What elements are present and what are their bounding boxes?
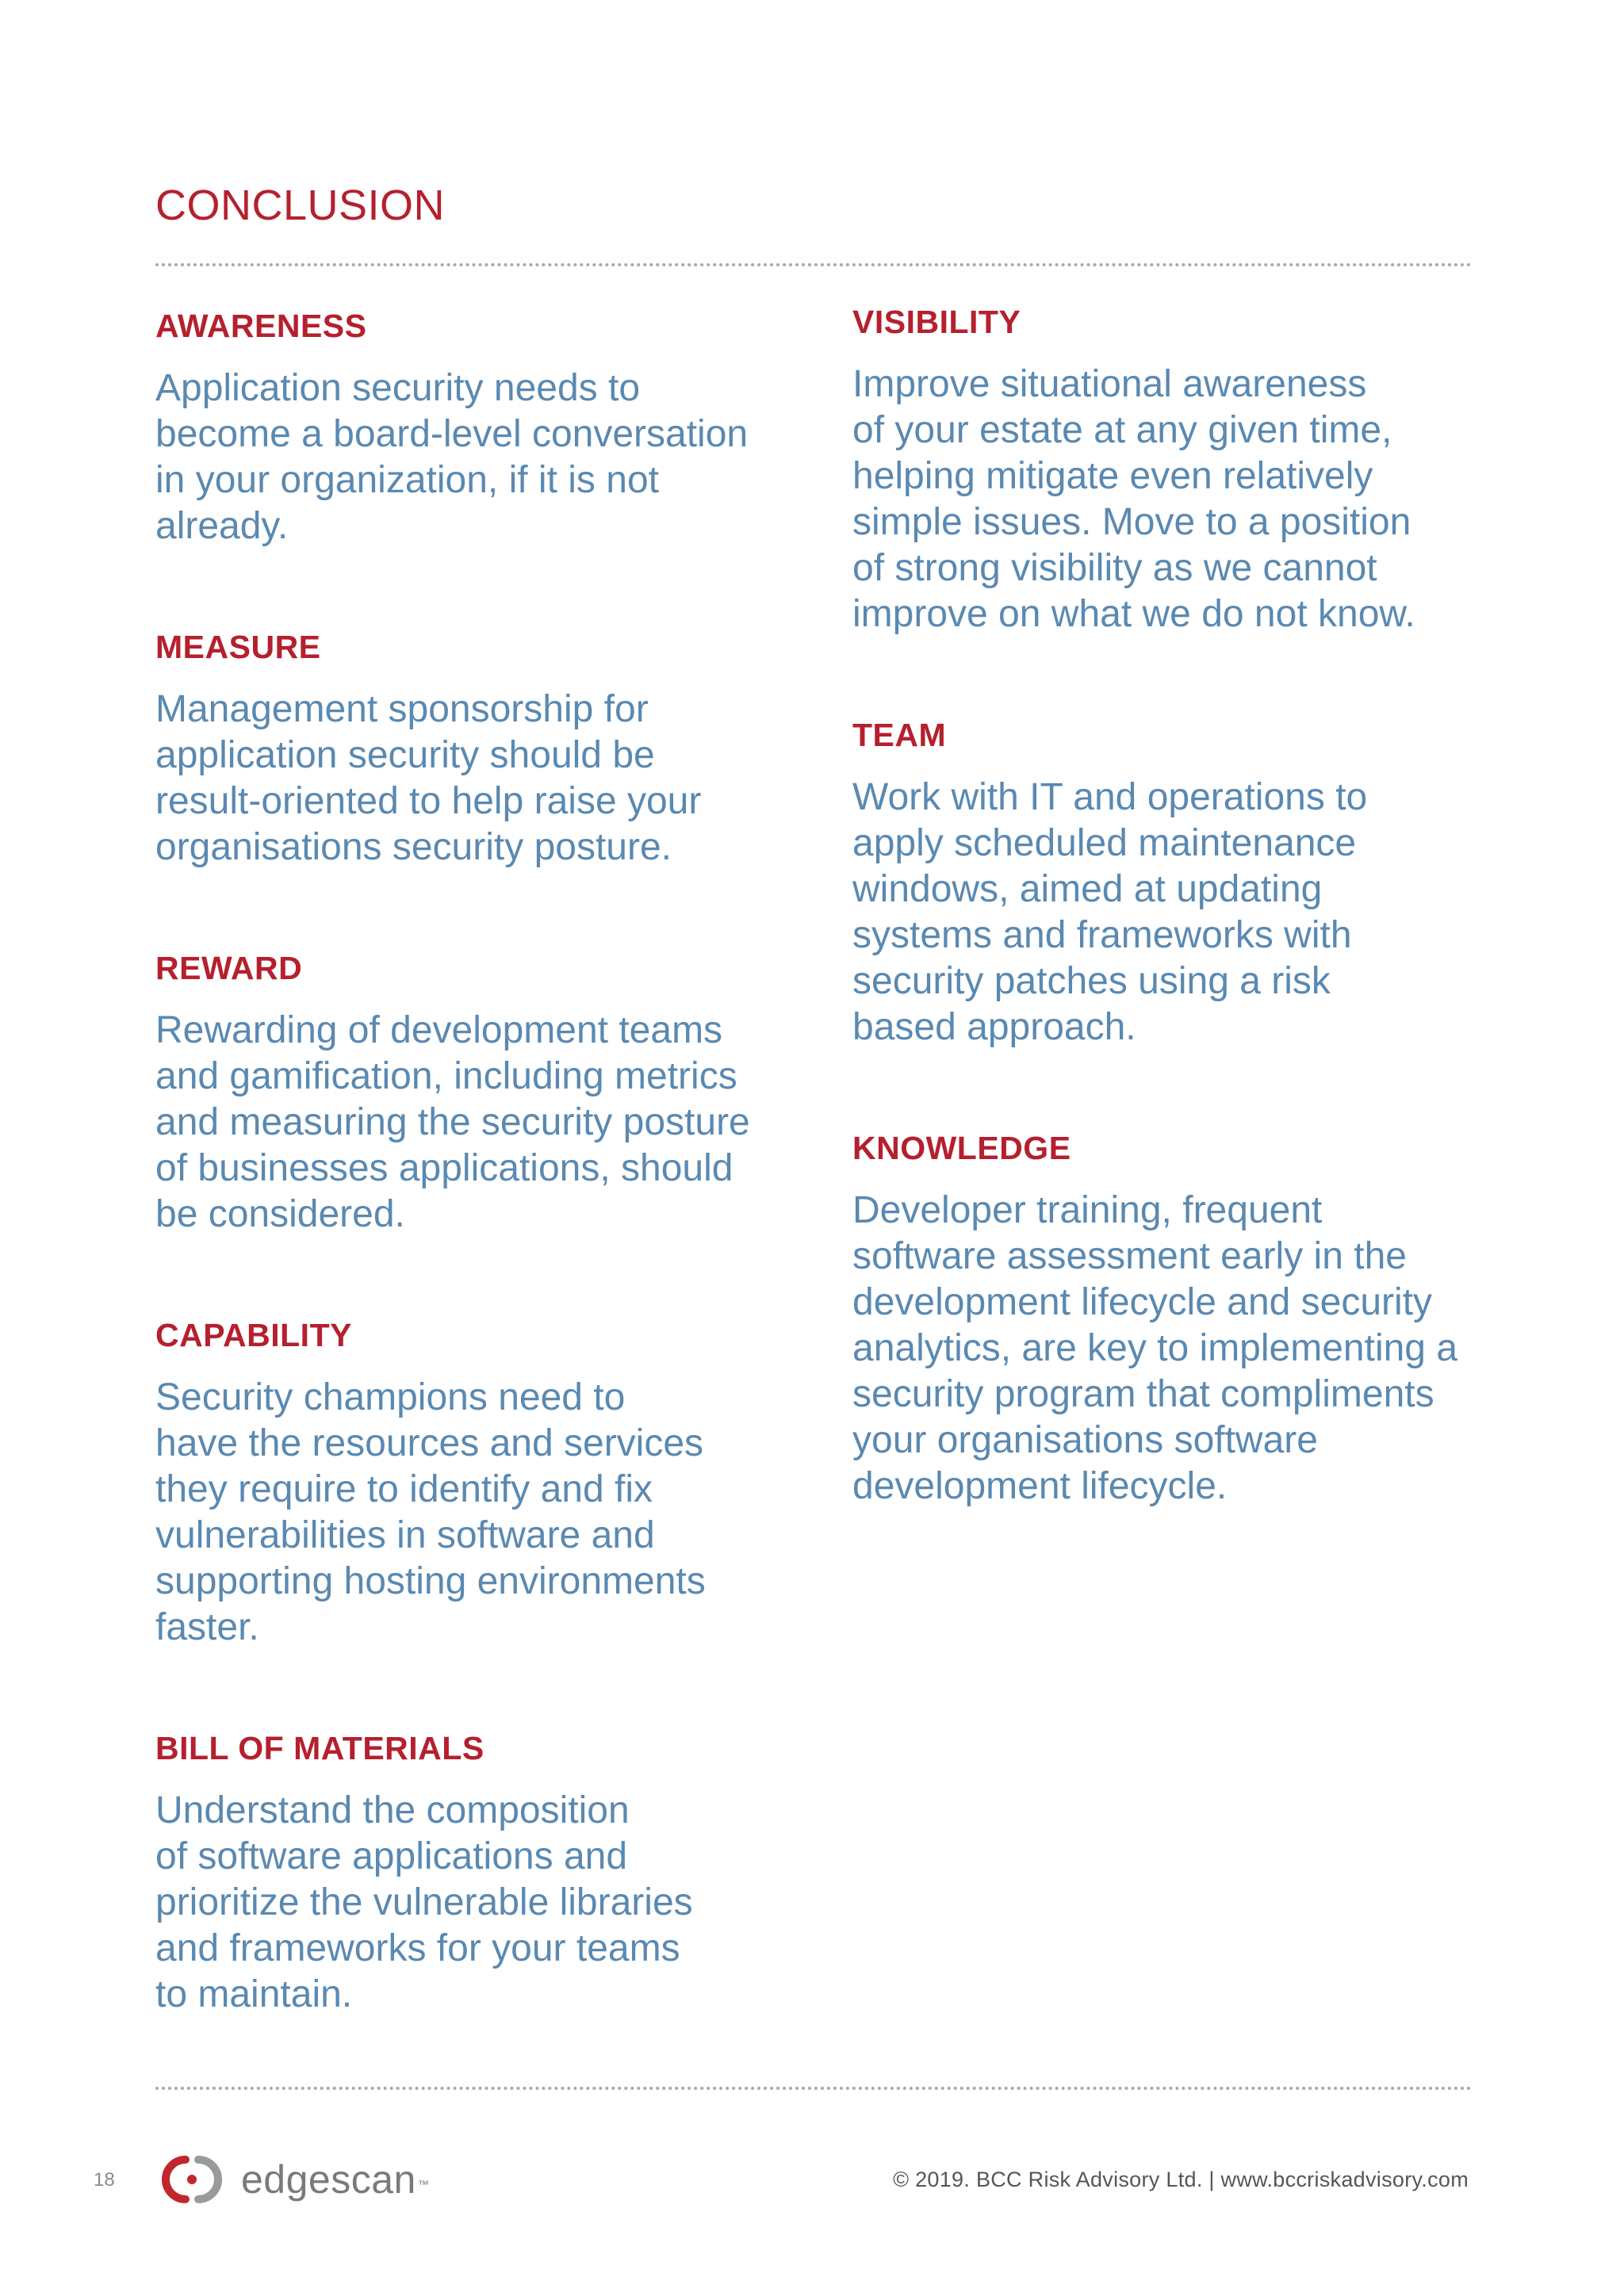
page-number: 18 bbox=[94, 2169, 115, 2191]
edgescan-logo-icon bbox=[154, 2152, 230, 2207]
section-measure bbox=[155, 629, 790, 871]
footer bbox=[0, 2141, 1624, 2220]
section-body: Improve situational awareness of your estate at any given time, helping mitigate even relatively simple issues. Move to a position of strong visibility as we cannot improve on what we do not know. bbox=[852, 363, 1415, 635]
section-knowledge bbox=[852, 1130, 1487, 1510]
section-reward bbox=[155, 950, 790, 1238]
section-heading: MEASURE bbox=[155, 629, 321, 665]
top-divider bbox=[155, 263, 1472, 266]
section-visibility bbox=[852, 304, 1487, 637]
section-body: Management sponsorship for application security should be result-oriented to help raise your organisations security posture. bbox=[155, 688, 702, 868]
section-heading: AWARENESS bbox=[155, 308, 367, 344]
section-body: Application security needs to become a board-level conversation in your organization, if it is not already. bbox=[155, 367, 749, 547]
section-heading: VISIBILITY bbox=[852, 304, 1021, 340]
section-heading: BILL OF MATERIALS bbox=[155, 1730, 485, 1766]
section-heading: REWARD bbox=[155, 950, 303, 986]
section-heading: KNOWLEDGE bbox=[852, 1130, 1071, 1166]
bottom-divider bbox=[155, 2087, 1472, 2090]
left-column bbox=[155, 308, 790, 2097]
section-capability bbox=[155, 1317, 790, 1651]
section-body: Understand the composition of software applications and prioritize the vulnerable libraries and frameworks for your teams to maintain. bbox=[155, 1789, 693, 2015]
edgescan-logo bbox=[154, 2152, 429, 2207]
section-bill-of-materials bbox=[155, 1730, 790, 2018]
section-body: Security champions need to have the resources and services they require to identify and fix vulnerabilities in software and supporting hosting environments faster. bbox=[155, 1376, 706, 1648]
section-body: Work with IT and operations to apply scheduled maintenance windows, aimed at updating systems and frameworks with security patches using a risk based approach. bbox=[852, 776, 1368, 1048]
trademark-symbol: ™ bbox=[417, 2178, 429, 2191]
section-team bbox=[852, 717, 1487, 1050]
section-body: Rewarding of development teams and gamification, including metrics and measuring the security posture of businesses applications, should be considered. bbox=[155, 1009, 750, 1235]
logo-wordmark: edgescan bbox=[241, 2157, 416, 2202]
section-awareness bbox=[155, 308, 790, 549]
section-body: Developer training, frequent software assessment early in the development lifecycle and security analytics, are key to implementing a security program that compliments your organisations software development lifecycle. bbox=[852, 1189, 1458, 1507]
copyright-notice: © 2019. BCC Risk Advisory Ltd. | www.bccriskadvisory.com bbox=[893, 2168, 1469, 2191]
section-heading: CAPABILITY bbox=[155, 1317, 352, 1353]
section-heading: TEAM bbox=[852, 717, 947, 753]
page-title: CONCLUSION bbox=[155, 182, 446, 229]
right-column bbox=[852, 304, 1487, 1589]
